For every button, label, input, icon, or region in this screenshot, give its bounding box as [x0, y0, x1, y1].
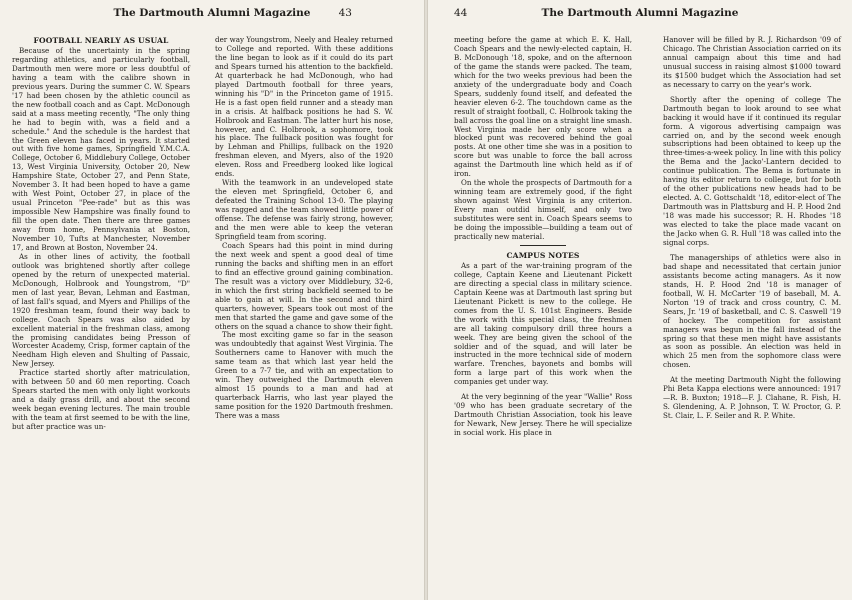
paragraph: As in other lines of activity, the football outlook was brightened shortly after college opened by the return of unexpected material. McDonough, Holbrook and Youngstrom, "D" men of last year, Bevan, Lehman and Eastman, of last fall's squad, and Myers and Phillips of the 1920 freshman team, found their way back to college. Coach Spears was also aided by excellent material in the freshman class, among the promising candidates being Presson of Worcester Academy, Crisp, former captain of the Needham High eleven and Shulting of Passaic, New Jersey. [12, 251, 190, 369]
paragraph: At the very beginning of the year "Wallie" Ross '09 who has been graduate secretary of the Dartmouth Christian Association, took his leave for Newark, New Jersey. There he will specialize in social work. His place in [454, 392, 632, 438]
section-heading-football: FOOTBALL NEARLY AS USUAL [33, 36, 169, 45]
paragraph: With the teamwork in an undeveloped state the eleven met Springfield, October 6, and defeated the Training School 13-0. The playing was ragged and the team showed little power of offense. The defense was fairly strong, however, and the men were able to keep the veteran Springfield team from scoring. [215, 178, 393, 241]
section-heading-campus-notes: CAMPUS NOTES [506, 250, 580, 260]
paragraph: Hanover will be filled by R. J. Richardson '09 of Chicago. The Christian Association carried on its annual campaign about this time and had unusual success in raising almost $1000 toward its $1500 budget which the Association had set as necessary to carry on the year's work. [663, 35, 841, 89]
paragraph: Shortly after the opening of college The Dartmouth began to look around to see what backing it would have if it continued its regular form. A vigorous advertising campaign was carried on, and by the second week enough subscriptions had been obtained to keep up the three-times-a-week policy. In line with this policy the Bema and the Jacko'-Lantern decided to continue publication. The Bema is fortunate in having its editor return to college, but for both of the other publications new heads had to be elected. A. C. Gottschaldt '18, editor-elect of The Dartmouth was in Plattsburg and H. P. Hood 2nd '18 was made his successor; R. H. Rhodes '18 was elected to take the place made vacant on the Jacko when G. R. Hull '18 was called into the signal corps. [663, 94, 841, 247]
paragraph: meeting before the game at which E. K. Hall, Coach Spears and the newly-elected captain, H. B. McDonough '18, spoke, and on the afternoon of the game the stands were packed. The team, which for the two weeks previous had been the anxiety of the undergraduate body and Coach Spears, suddenly found itself, and defeated the heavier eleven 6-2. The touchdown came as the result of straight football, C. Holbrook taking the ball across the goal line on a straight line smash. West Virginia made her only score when a blocked punt was recovered behind the goal posts. At one other time she was in a position to score but was unable to force the ball across against the Dartmouth line which held as if of iron. [454, 35, 632, 179]
right-column-2 [663, 36, 841, 421]
magazine-title: The Dartmouth Alumni Magazine [113, 7, 311, 19]
page-number: 43 [338, 7, 352, 19]
left-column-2 [215, 36, 393, 421]
section-divider [520, 245, 566, 246]
magazine-title: The Dartmouth Alumni Magazine [541, 7, 739, 19]
paragraph: As a part of the war-training program of the college, Captain Keene and Lieutenant Pickett are directing a special class in military science. Captain Keene was at Dartmouth last spring but Lieutenant Pickett is new to the college. He comes from the U. S. 101st Engineers. Beside the work with this special class, the freshmen are all taking compulsory drill three hours a week. They are being given the school of the soldier and of the squad, and will later be instructed in the more technical side of modern warfare. Trenches, bayonets and bombs will form a large part of this work when the companies get under way. [454, 260, 632, 387]
left-page-header [0, 5, 424, 21]
right-column-1 [454, 36, 632, 438]
right-page [428, 0, 852, 600]
paragraph: der way Youngstrom, Neely and Healey returned to College and reported. With these additions the line began to look as if it could do its part and Spears turned his attention to the backfield. At quarterback he had McDonough, who had played Dartmouth football for three years, winning his "D" in the Princeton game of 1915. He is a fast open field runner and a steady man in a crisis. At halfback positions he had S. W. Holbrook and Eastman. The latter hurt his nose, however, and C. Holbrook, a sophomore, took his place. The fullback position was fought for by Lehman and Phillips, fullback on the 1920 freshman eleven, and Myers, also of the 1920 eleven. Ross and Freedberg looked like logical ends. [215, 35, 393, 179]
paragraph: Because of the uncertainty in the spring regarding athletics, and particularly football, Dartmouth men were more or less doubtful of having a team with the calibre shown in previous years. During the summer C. W. Spears '17 had been chosen by the athletic council as the new football coach and as Capt. McDonough said at a mass meeting recently, "The only thing he had to begin with, was a field and a schedule." And the schedule is the hardest that the Green eleven has faced in years. It started out with five home games, Springfield Y.M.C.A. College, October 6, Middlebury College, October 13, West Virginia University, October 20, New Hampshire State, October 27, and Penn State, November 3. It had been hoped to have a game with West Point, October 27, in place of the usual Princeton "Pee-rade" but as this was impossible New Hampshire was finally found to fill the open date. Then there are three games away from home, Pennsylvania at Boston, November 10, Tufts at Manchester, November 17, and Brown at Boston, November 24. [12, 46, 190, 252]
right-page-header [428, 5, 852, 21]
page-number: 44 [454, 7, 468, 19]
paragraph: Coach Spears had this point in mind during the next week and spent a good deal of time running the backs and shifting men in an effort to find an effective ground gaining combination. The result was a victory over Middlebury, 32-6, in which the first string backfield seemed to be able to gain at will. In the second and third quarters, however, Spears took out most of the men that started the game and gave some of the others on the squad a chance to show their fight. [215, 240, 393, 331]
left-column-1 [12, 36, 190, 432]
paragraph: On the whole the prospects of Dartmouth for a winning team are extremely good, if the fight shown against West Virginia is any criterion. Every man outdid himself, and only two substitutes were sent in. Coach Spears seems to be doing the impossible—building a team out of practically new material. [454, 178, 632, 241]
paragraph: The managerships of athletics were also in bad shape and necessitated that certain junior assistants become acting managers. As it now stands, H. P. Hood 2nd '18 is manager of football, W. H. McCarter '19 of baseball, M. A. Norton '19 of track and cross country, C. M. Sears, Jr. '19 of basketball, and C. S. Caswell '19 of hockey. The competition for assistant managers was begun in the fall instead of the spring so that these men might have assistants as soon as possible. An election was held in which 25 men from the sophomore class were chosen. [663, 252, 841, 370]
left-page [0, 0, 424, 600]
paragraph: The most exciting game so far in the season was undoubtedly that against West Virginia. The Southerners came to Hanover with much the same team as that which last year held the Green to a 7-7 tie, and with an expectation to win. They outweighed the Dartmouth eleven almost 15 pounds to a man and had at quarterback Harris, who last year played the same position for the 1920 Dartmouth freshmen. There was a mass [215, 330, 393, 421]
paragraph: At the meeting Dartmouth Night the following Phi Beta Kappa elections were announced: 1917—R. B. Buxton; 1918—F. J. Clahane, R. Fish, H. S. Glendening, A. P. Johnson, T. W. Proctor, G. P. St. Clair, L. F. Seiler and R. P. White. [663, 375, 841, 421]
paragraph: Practice started shortly after matriculation, with between 50 and 60 men reporting. Coach Spears started the men with only light workouts and a daily grass drill, and about the second week began evening lectures. The main trouble with the team at first seemed to be with the line, but after practice was un- [12, 368, 190, 432]
